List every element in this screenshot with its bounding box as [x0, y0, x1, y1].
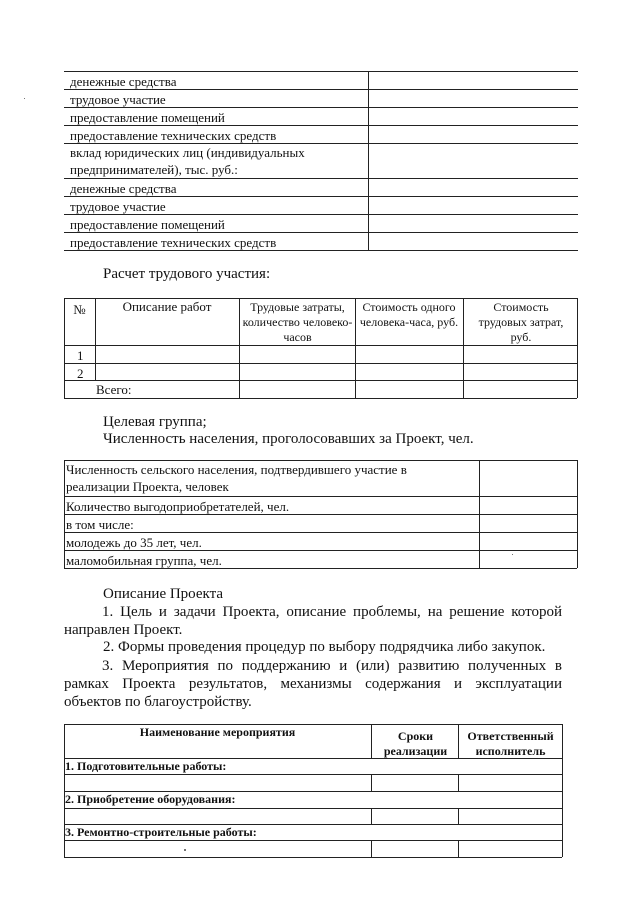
labor-header-number: № — [73, 302, 86, 317]
contrib-row-technical: предоставление технических средств — [70, 128, 277, 143]
pop-row-rural: Численность сельского населения, подтвердившего участие в реализации Проекта, человек — [66, 462, 407, 494]
contrib-row-legal-entities: вклад юридических лиц (индивидуальных предпринимателей), тыс. руб.: — [70, 145, 305, 177]
scan-speck — [184, 849, 186, 851]
pop-row-youth: молодежь до 35 лет, чел. — [66, 535, 202, 550]
contrib-row-technical-legal: предоставление технических средств — [70, 235, 277, 250]
labor-heading: Расчет трудового участия: — [103, 266, 271, 282]
pop-row-low-mobility: маломобильная группа, чел. — [66, 553, 222, 568]
labor-header-hours: Трудовые затраты, количество человеко-часов — [242, 300, 353, 344]
events-section-preparatory: 1. Подготовительные работы: — [65, 759, 227, 773]
description-title: Описание Проекта — [103, 586, 224, 602]
target-group-label: Целевая группа; — [103, 414, 207, 430]
events-section-equipment: 2. Приобретение оборудования: — [65, 792, 236, 806]
contrib-row-premises: предоставление помещений — [70, 110, 225, 125]
events-section-construction: 3. Ремонтно-строительные работы: — [65, 825, 257, 839]
contrib-row-labor-legal: трудовое участие — [70, 199, 166, 214]
scan-speck — [512, 554, 513, 555]
labor-total-label: Всего: — [96, 382, 132, 397]
contrib-row-cash: денежные средства — [70, 74, 177, 89]
labor-row-number: 2 — [77, 366, 84, 381]
labor-row-number: 1 — [77, 348, 84, 363]
events-header-name: Наименование мероприятия — [139, 725, 296, 739]
pop-row-including: в том числе: — [66, 517, 134, 532]
voters-count-label: Численность населения, проголосовавших за Проект, чел. — [103, 431, 474, 447]
scan-speck — [24, 98, 25, 99]
labor-header-hour-cost: Стоимость одного человека-часа, руб. — [359, 300, 459, 329]
labor-header-total-cost: Стоимость трудовых затрат, руб. — [478, 300, 564, 344]
description-item-3: 3. Мероприятия по поддержанию и (или) развитию полученных в рамках Проекта результатов, механизмы содержания и эксплуатации объектов по благоустройству. — [64, 658, 562, 710]
pop-row-beneficiaries: Количество выгодоприобретателей, чел. — [66, 499, 290, 514]
contrib-row-labor: трудовое участие — [70, 92, 166, 107]
events-header-deadlines: Сроки реализации — [383, 729, 448, 758]
description-item-1: 1. Цель и задачи Проекта, описание проблемы, на решение которой направлен Проект. — [64, 604, 562, 638]
events-header-responsible: Ответственный исполнитель — [467, 729, 554, 758]
description-item-2: 2. Формы проведения процедур по выбору подрядчика либо закупок. — [103, 639, 546, 655]
contrib-row-cash-legal: денежные средства — [70, 181, 177, 196]
labor-header-description: Описание работ — [122, 299, 212, 314]
contrib-row-premises-legal: предоставление помещений — [70, 217, 225, 232]
